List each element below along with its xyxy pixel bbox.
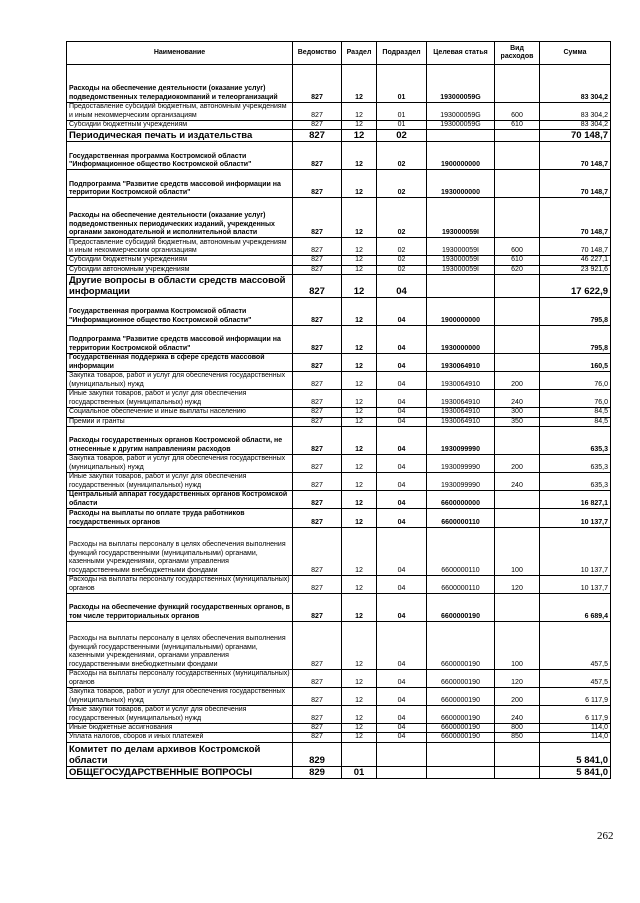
row-name-cell: Другие вопросы в области средств массовой информации [67, 275, 293, 298]
row-exp-type-cell: 200 [495, 455, 540, 473]
row-exp-type-cell: 240 [495, 473, 540, 491]
row-name-cell: Расходы на выплаты персоналу государственных (муниципальных) органов [67, 576, 293, 594]
row-target-cell: 1930000000 [427, 170, 495, 198]
row-subsection-cell: 01 [377, 103, 427, 121]
row-dept-cell: 827 [293, 724, 342, 733]
row-amount-cell: 23 921,6 [540, 265, 611, 274]
row-exp-type-cell [495, 65, 540, 103]
row-name-cell: Расходы на обеспечение деятельности (оказание услуг) подведомственных телерадиокомпаний и телеорганизаций [67, 65, 293, 103]
row-name-cell: Центральный аппарат государственных органов Костромской области [67, 491, 293, 509]
row-section-cell: 12 [342, 417, 377, 426]
row-subsection-cell: 02 [377, 256, 427, 265]
row-target-cell: 1930099990 [427, 455, 495, 473]
row-dept-cell: 827 [293, 417, 342, 426]
row-subsection-cell: 02 [377, 198, 427, 238]
row-amount-cell: 83 304,2 [540, 103, 611, 121]
row-section-cell: 12 [342, 491, 377, 509]
row-target-cell: 1930064910 [427, 354, 495, 372]
row-amount-cell: 17 622,9 [540, 275, 611, 298]
row-subsection-cell: 04 [377, 455, 427, 473]
row-section-cell: 12 [342, 354, 377, 372]
row-name-cell: Предоставление субсидий бюджетным, автономным учреждениям и иным некоммерческим организациям [67, 103, 293, 121]
row-name-cell: Расходы на выплаты персоналу государственных (муниципальных) органов [67, 670, 293, 688]
table-row [67, 372, 611, 390]
row-amount-cell: 10 137,7 [540, 528, 611, 576]
row-amount-cell: 76,0 [540, 372, 611, 390]
row-exp-type-cell [495, 427, 540, 455]
row-dept-cell: 827 [293, 121, 342, 130]
row-amount-cell: 795,8 [540, 326, 611, 354]
header-name: Наименование [67, 42, 293, 65]
row-exp-type-cell: 610 [495, 121, 540, 130]
row-target-cell: 1900000000 [427, 142, 495, 170]
row-section-cell: 12 [342, 130, 377, 142]
row-name-cell: Закупка товаров, работ и услуг для обеспечения государственных (муниципальных) нужд [67, 455, 293, 473]
row-dept-cell: 827 [293, 170, 342, 198]
table-row [67, 408, 611, 417]
row-exp-type-cell [495, 170, 540, 198]
row-amount-cell: 795,8 [540, 298, 611, 326]
row-target-cell [427, 742, 495, 766]
row-amount-cell: 70 148,7 [540, 238, 611, 256]
row-target-cell: 193000059G [427, 121, 495, 130]
row-exp-type-cell [495, 594, 540, 622]
row-subsection-cell: 04 [377, 509, 427, 528]
row-name-cell: Субсидии бюджетным учреждениям [67, 256, 293, 265]
row-name-cell: Иные бюджетные ассигнования [67, 724, 293, 733]
table-row [67, 130, 611, 142]
row-amount-cell: 114,0 [540, 733, 611, 742]
row-exp-type-cell [495, 198, 540, 238]
header-target: Целевая статья [427, 42, 495, 65]
row-exp-type-cell: 200 [495, 688, 540, 706]
row-subsection-cell: 04 [377, 688, 427, 706]
row-dept-cell: 827 [293, 130, 342, 142]
row-subsection-cell: 04 [377, 417, 427, 426]
row-exp-type-cell: 800 [495, 724, 540, 733]
table-row [67, 256, 611, 265]
row-dept-cell: 827 [293, 576, 342, 594]
row-subsection-cell: 04 [377, 594, 427, 622]
row-subsection-cell: 04 [377, 354, 427, 372]
row-subsection-cell: 04 [377, 298, 427, 326]
row-target-cell: 1930064910 [427, 417, 495, 426]
row-amount-cell: 5 841,0 [540, 742, 611, 766]
row-section-cell: 12 [342, 121, 377, 130]
row-dept-cell: 827 [293, 408, 342, 417]
row-exp-type-cell [495, 130, 540, 142]
table-row [67, 491, 611, 509]
row-dept-cell: 827 [293, 733, 342, 742]
table-row [67, 121, 611, 130]
row-amount-cell: 84,5 [540, 408, 611, 417]
row-exp-type-cell: 120 [495, 670, 540, 688]
row-exp-type-cell: 350 [495, 417, 540, 426]
row-section-cell: 12 [342, 65, 377, 103]
row-amount-cell: 457,5 [540, 670, 611, 688]
header-exp-type: Вид расходов [495, 42, 540, 65]
header-section: Раздел [342, 42, 377, 65]
row-exp-type-cell: 620 [495, 265, 540, 274]
row-target-cell: 1930099990 [427, 473, 495, 491]
row-dept-cell: 827 [293, 275, 342, 298]
row-target-cell: 6600000110 [427, 509, 495, 528]
row-exp-type-cell [495, 298, 540, 326]
table-row [67, 473, 611, 491]
table-row [67, 724, 611, 733]
row-amount-cell: 76,0 [540, 390, 611, 408]
row-section-cell: 12 [342, 594, 377, 622]
row-target-cell: 1930064910 [427, 408, 495, 417]
row-exp-type-cell: 600 [495, 238, 540, 256]
row-section-cell: 12 [342, 256, 377, 265]
row-section-cell: 12 [342, 622, 377, 670]
row-dept-cell: 827 [293, 670, 342, 688]
row-name-cell: Подпрограмма "Развитие средств массовой информации на территории Костромской области" [67, 170, 293, 198]
row-section-cell: 12 [342, 473, 377, 491]
row-section-cell: 12 [342, 265, 377, 274]
row-exp-type-cell: 600 [495, 103, 540, 121]
table-header-row [67, 42, 611, 65]
row-target-cell: 1930000000 [427, 326, 495, 354]
row-name-cell: ОБЩЕГОСУДАРСТВЕННЫЕ ВОПРОСЫ [67, 766, 293, 778]
row-amount-cell: 84,5 [540, 417, 611, 426]
row-section-cell: 12 [342, 408, 377, 417]
table-row [67, 427, 611, 455]
table-row [67, 103, 611, 121]
row-subsection-cell: 02 [377, 265, 427, 274]
row-amount-cell: 635,3 [540, 427, 611, 455]
table-row [67, 509, 611, 528]
row-section-cell: 12 [342, 733, 377, 742]
row-section-cell: 01 [342, 766, 377, 778]
row-target-cell: 6600000190 [427, 670, 495, 688]
row-dept-cell: 827 [293, 427, 342, 455]
row-name-cell: Иные закупки товаров, работ и услуг для обеспечения государственных (муниципальных) нужд [67, 473, 293, 491]
row-name-cell: Уплата налогов, сборов и иных платежей [67, 733, 293, 742]
row-subsection-cell: 02 [377, 130, 427, 142]
row-target-cell: 193000059I [427, 256, 495, 265]
row-target-cell: 1900000000 [427, 298, 495, 326]
row-dept-cell: 827 [293, 473, 342, 491]
row-dept-cell: 827 [293, 706, 342, 724]
row-exp-type-cell: 850 [495, 733, 540, 742]
row-target-cell: 6600000190 [427, 622, 495, 670]
row-name-cell: Расходы на выплаты персоналу в целях обеспечения выполнения функций государственными (муниципальными) органами, казенными учреждениями, органами управления государственными внебюджетными фондами [67, 622, 293, 670]
row-target-cell: 1930064910 [427, 390, 495, 408]
row-subsection-cell: 04 [377, 473, 427, 491]
row-target-cell [427, 275, 495, 298]
row-subsection-cell: 04 [377, 427, 427, 455]
table-row [67, 576, 611, 594]
table-row [67, 326, 611, 354]
row-target-cell: 6600000190 [427, 724, 495, 733]
row-section-cell: 12 [342, 238, 377, 256]
table-row [67, 238, 611, 256]
header-dept: Ведомство [293, 42, 342, 65]
table-row [67, 298, 611, 326]
row-exp-type-cell: 610 [495, 256, 540, 265]
row-dept-cell: 827 [293, 528, 342, 576]
row-amount-cell: 16 827,1 [540, 491, 611, 509]
row-section-cell: 12 [342, 706, 377, 724]
row-amount-cell: 10 137,7 [540, 576, 611, 594]
row-name-cell: Премии и гранты [67, 417, 293, 426]
table-row [67, 706, 611, 724]
budget-table [66, 41, 611, 779]
row-amount-cell: 70 148,7 [540, 130, 611, 142]
row-name-cell: Государственная программа Костромской области "Информационное общество Костромской области" [67, 298, 293, 326]
row-subsection-cell: 04 [377, 326, 427, 354]
row-amount-cell: 83 304,2 [540, 121, 611, 130]
row-exp-type-cell [495, 326, 540, 354]
row-name-cell: Государственная поддержка в сфере средств массовой информации [67, 354, 293, 372]
row-name-cell: Расходы государственных органов Костромской области, не отнесенные к другим направлениям расходов [67, 427, 293, 455]
table-row [67, 670, 611, 688]
row-target-cell: 6600000190 [427, 688, 495, 706]
table-row [67, 142, 611, 170]
row-target-cell: 193000059G [427, 65, 495, 103]
row-dept-cell: 827 [293, 354, 342, 372]
row-name-cell: Иные закупки товаров, работ и услуг для обеспечения государственных (муниципальных) нужд [67, 706, 293, 724]
row-subsection-cell: 04 [377, 408, 427, 417]
row-dept-cell: 827 [293, 390, 342, 408]
row-subsection-cell: 02 [377, 142, 427, 170]
row-amount-cell: 635,3 [540, 473, 611, 491]
table-row [67, 455, 611, 473]
row-dept-cell: 827 [293, 509, 342, 528]
row-subsection-cell [377, 742, 427, 766]
row-amount-cell: 70 148,7 [540, 142, 611, 170]
row-exp-type-cell [495, 142, 540, 170]
row-section-cell [342, 742, 377, 766]
row-subsection-cell: 04 [377, 576, 427, 594]
table-row [67, 390, 611, 408]
row-dept-cell: 827 [293, 198, 342, 238]
row-dept-cell: 829 [293, 742, 342, 766]
row-section-cell: 12 [342, 455, 377, 473]
row-name-cell: Субсидии бюджетным учреждениям [67, 121, 293, 130]
row-name-cell: Субсидии автономным учреждениям [67, 265, 293, 274]
row-subsection-cell: 04 [377, 390, 427, 408]
row-target-cell: 1930064910 [427, 372, 495, 390]
row-section-cell: 12 [342, 576, 377, 594]
row-section-cell: 12 [342, 528, 377, 576]
row-amount-cell: 70 148,7 [540, 170, 611, 198]
row-name-cell: Подпрограмма "Развитие средств массовой информации на территории Костромской области" [67, 326, 293, 354]
table-row [67, 417, 611, 426]
page-number: 262 [597, 830, 614, 842]
row-exp-type-cell: 120 [495, 576, 540, 594]
row-amount-cell: 160,5 [540, 354, 611, 372]
row-name-cell: Социальное обеспечение и иные выплаты населению [67, 408, 293, 417]
row-dept-cell: 827 [293, 103, 342, 121]
row-exp-type-cell [495, 766, 540, 778]
row-section-cell: 12 [342, 688, 377, 706]
row-dept-cell: 827 [293, 298, 342, 326]
row-exp-type-cell [495, 742, 540, 766]
row-subsection-cell: 04 [377, 724, 427, 733]
row-name-cell: Государственная программа Костромской области "Информационное общество Костромской области" [67, 142, 293, 170]
row-amount-cell: 6 689,4 [540, 594, 611, 622]
row-subsection-cell: 02 [377, 238, 427, 256]
row-exp-type-cell: 240 [495, 706, 540, 724]
row-section-cell: 12 [342, 198, 377, 238]
row-target-cell: 6600000190 [427, 733, 495, 742]
row-exp-type-cell [495, 491, 540, 509]
row-target-cell: 193000059I [427, 238, 495, 256]
row-dept-cell: 829 [293, 766, 342, 778]
row-target-cell: 6600000110 [427, 576, 495, 594]
header-amount: Сумма [540, 42, 611, 65]
row-dept-cell: 827 [293, 265, 342, 274]
row-name-cell: Расходы на выплаты по оплате труда работников государственных органов [67, 509, 293, 528]
table-row [67, 170, 611, 198]
row-subsection-cell [377, 766, 427, 778]
row-amount-cell: 10 137,7 [540, 509, 611, 528]
row-exp-type-cell: 300 [495, 408, 540, 417]
row-exp-type-cell: 240 [495, 390, 540, 408]
row-subsection-cell: 04 [377, 275, 427, 298]
row-section-cell: 12 [342, 142, 377, 170]
row-dept-cell: 827 [293, 256, 342, 265]
row-section-cell: 12 [342, 298, 377, 326]
row-amount-cell: 635,3 [540, 455, 611, 473]
row-target-cell: 193000059I [427, 198, 495, 238]
row-subsection-cell: 04 [377, 528, 427, 576]
row-dept-cell: 827 [293, 326, 342, 354]
table-row [67, 766, 611, 778]
row-name-cell: Комитет по делам архивов Костромской области [67, 742, 293, 766]
row-name-cell: Предоставление субсидий бюджетным, автономным учреждениям и иным некоммерческим организациям [67, 238, 293, 256]
table-row [67, 354, 611, 372]
row-dept-cell: 827 [293, 142, 342, 170]
row-section-cell: 12 [342, 103, 377, 121]
row-subsection-cell: 02 [377, 170, 427, 198]
row-name-cell: Периодическая печать и издательства [67, 130, 293, 142]
row-dept-cell: 827 [293, 238, 342, 256]
row-exp-type-cell: 100 [495, 622, 540, 670]
row-section-cell: 12 [342, 390, 377, 408]
row-section-cell: 12 [342, 275, 377, 298]
row-dept-cell: 827 [293, 622, 342, 670]
row-section-cell: 12 [342, 670, 377, 688]
row-dept-cell: 827 [293, 455, 342, 473]
table-row [67, 528, 611, 576]
row-subsection-cell: 04 [377, 733, 427, 742]
row-target-cell: 6600000000 [427, 491, 495, 509]
row-amount-cell: 6 117,9 [540, 706, 611, 724]
table-row [67, 275, 611, 298]
table-row [67, 688, 611, 706]
table-row [67, 594, 611, 622]
row-target-cell: 6600000190 [427, 706, 495, 724]
row-target-cell [427, 766, 495, 778]
row-subsection-cell: 04 [377, 670, 427, 688]
row-dept-cell: 827 [293, 491, 342, 509]
row-amount-cell: 46 227,1 [540, 256, 611, 265]
row-exp-type-cell [495, 509, 540, 528]
row-subsection-cell: 04 [377, 491, 427, 509]
row-amount-cell: 457,5 [540, 622, 611, 670]
row-target-cell [427, 130, 495, 142]
row-amount-cell: 5 841,0 [540, 766, 611, 778]
table-row [67, 733, 611, 742]
row-name-cell: Закупка товаров, работ и услуг для обеспечения государственных (муниципальных) нужд [67, 372, 293, 390]
table-row [67, 65, 611, 103]
row-target-cell: 1930099990 [427, 427, 495, 455]
row-name-cell: Расходы на обеспечение функций государственных органов, в том числе территориальных органов [67, 594, 293, 622]
table-row [67, 265, 611, 274]
row-exp-type-cell [495, 354, 540, 372]
row-subsection-cell: 01 [377, 65, 427, 103]
row-name-cell: Расходы на обеспечение деятельности (оказание услуг) подведомственных периодических изданий, учрежденных органами законодательной и исполнительной власти [67, 198, 293, 238]
row-section-cell: 12 [342, 372, 377, 390]
row-subsection-cell: 04 [377, 706, 427, 724]
row-dept-cell: 827 [293, 688, 342, 706]
row-subsection-cell: 04 [377, 372, 427, 390]
row-section-cell: 12 [342, 170, 377, 198]
table-body [67, 65, 611, 779]
row-amount-cell: 114,0 [540, 724, 611, 733]
row-exp-type-cell: 200 [495, 372, 540, 390]
row-section-cell: 12 [342, 427, 377, 455]
row-amount-cell: 6 117,9 [540, 688, 611, 706]
row-section-cell: 12 [342, 724, 377, 733]
table-row [67, 198, 611, 238]
row-dept-cell: 827 [293, 372, 342, 390]
header-subsection: Подраздел [377, 42, 427, 65]
row-target-cell: 6600000110 [427, 528, 495, 576]
row-name-cell: Закупка товаров, работ и услуг для обеспечения государственных (муниципальных) нужд [67, 688, 293, 706]
row-target-cell: 193000059G [427, 103, 495, 121]
row-target-cell: 193000059I [427, 265, 495, 274]
table-row [67, 622, 611, 670]
row-section-cell: 12 [342, 326, 377, 354]
row-name-cell: Расходы на выплаты персоналу в целях обеспечения выполнения функций государственными (муниципальными) органами, казенными учреждениями, органами управления государственными внебюджетными фондами [67, 528, 293, 576]
row-exp-type-cell [495, 275, 540, 298]
row-amount-cell: 83 304,2 [540, 65, 611, 103]
row-target-cell: 6600000190 [427, 594, 495, 622]
row-dept-cell: 827 [293, 594, 342, 622]
row-subsection-cell: 04 [377, 622, 427, 670]
row-section-cell: 12 [342, 509, 377, 528]
row-dept-cell: 827 [293, 65, 342, 103]
row-subsection-cell: 01 [377, 121, 427, 130]
table-row [67, 742, 611, 766]
row-amount-cell: 70 148,7 [540, 198, 611, 238]
row-name-cell: Иные закупки товаров, работ и услуг для обеспечения государственных (муниципальных) нужд [67, 390, 293, 408]
row-exp-type-cell: 100 [495, 528, 540, 576]
